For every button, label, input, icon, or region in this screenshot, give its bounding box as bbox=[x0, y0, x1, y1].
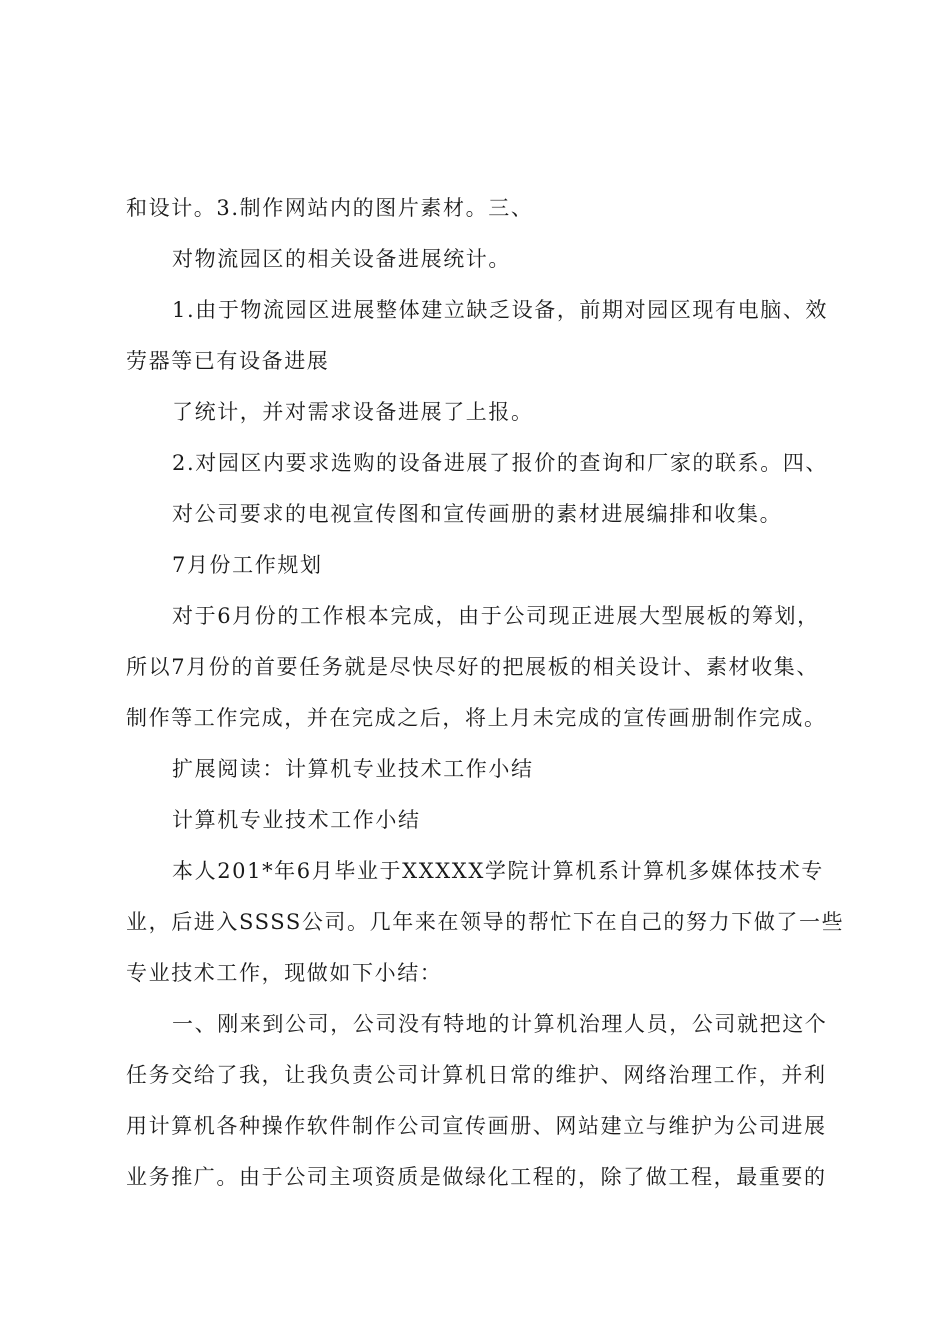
text-line: 所以7月份的首要任务就是尽快尽好的把展板的相关设计、素材收集、 bbox=[126, 655, 819, 679]
text-line: 本人201*年6月毕业于XXXXX学院计算机系计算机多媒体技术专 bbox=[172, 859, 824, 883]
text-line: 专业技术工作，现做如下小结： bbox=[126, 961, 443, 985]
text-line: 对于6月份的工作根本完成，由于公司现正进展大型展板的筹划， bbox=[172, 604, 820, 628]
text-line: 制作等工作完成，并在完成之后，将上月未完成的宣传画册制作完成。 bbox=[126, 706, 827, 730]
text-line: 扩展阅读：计算机专业技术工作小结 bbox=[172, 757, 534, 781]
text-line: 劳器等已有设备进展 bbox=[126, 349, 330, 373]
text-line: 对公司要求的电视宣传图和宣传画册的素材进展编排和收集。 bbox=[172, 502, 783, 526]
text-line: 业务推广。由于公司主项资质是做绿化工程的，除了做工程，最重要的 bbox=[126, 1165, 827, 1189]
text-line: 用计算机各种操作软件制作公司宣传画册、网站建立与维护为公司进展 bbox=[126, 1114, 827, 1138]
text-line: 和设计。3.制作网站内的图片素材。三、 bbox=[126, 196, 534, 220]
section-heading: 7月份工作规划 bbox=[172, 553, 323, 577]
text-line: 对物流园区的相关设备进展统计。 bbox=[172, 247, 511, 271]
text-line: 业，后进入SSSS公司。几年来在领导的帮忙下在自己的努力下做了一些 bbox=[126, 910, 845, 934]
text-line: 1.由于物流园区进展整体建立缺乏设备，前期对园区现有电脑、效 bbox=[172, 298, 829, 322]
text-line: 一、刚来到公司，公司没有特地的计算机治理人员，公司就把这个 bbox=[172, 1012, 828, 1036]
text-line: 任务交给了我，让我负责公司计算机日常的维护、网络治理工作，并利 bbox=[126, 1063, 827, 1087]
text-line: 2.对园区内要求选购的设备进展了报价的查询和厂家的联系。四、 bbox=[172, 451, 829, 475]
text-line: 了统计，并对需求设备进展了上报。 bbox=[172, 400, 534, 424]
section-heading: 计算机专业技术工作小结 bbox=[172, 808, 421, 832]
